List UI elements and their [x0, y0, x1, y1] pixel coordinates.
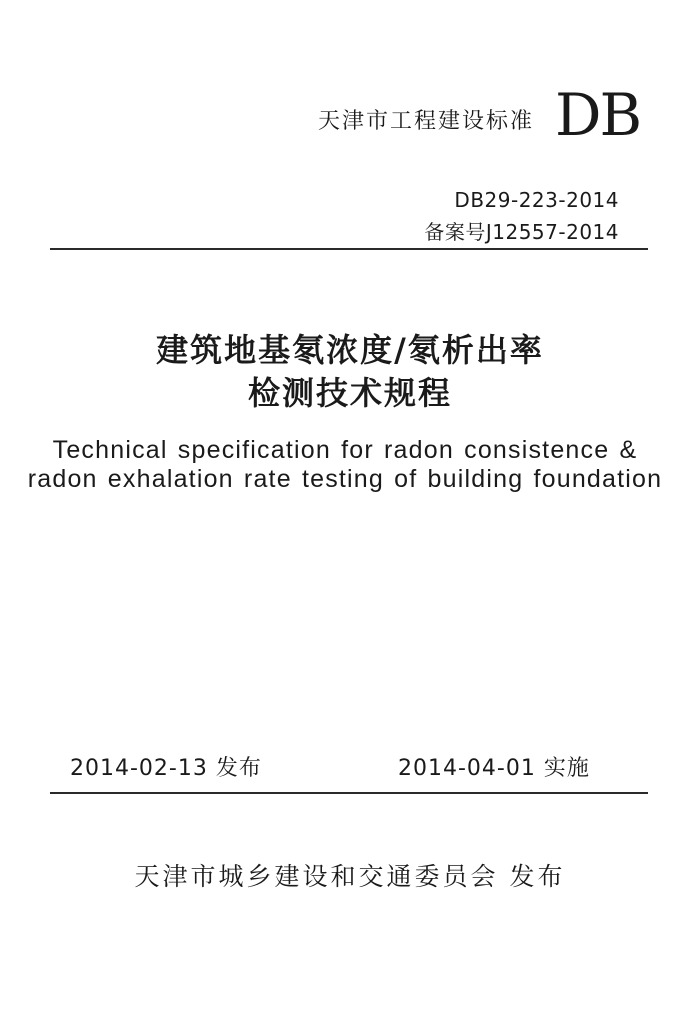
publisher: 天津市城乡建设和交通委员会 发布 — [134, 862, 566, 891]
chinese-title-line-2: 检测技术规程 — [247, 374, 452, 412]
english-title-line-2: radon exhalation rate testing of building foundation — [27, 465, 663, 493]
english-title-line-1: Technical specification for radon consistence & — [52, 436, 638, 464]
filing-number: 备案号J12557-2014 — [424, 220, 619, 244]
top-divider — [50, 248, 648, 250]
standard-number: DB29-223-2014 — [454, 188, 619, 212]
standard-series-title: 天津市工程建设标准 — [317, 109, 534, 134]
db-logo-mark: DB — [555, 81, 641, 149]
issue-date: 2014-02-13 发布 — [70, 756, 262, 781]
implementation-date: 2014-04-01 实施 — [398, 756, 590, 781]
bottom-divider — [50, 792, 648, 794]
chinese-title-line-1: 建筑地基氡浓度/氡析出率 — [156, 331, 544, 369]
